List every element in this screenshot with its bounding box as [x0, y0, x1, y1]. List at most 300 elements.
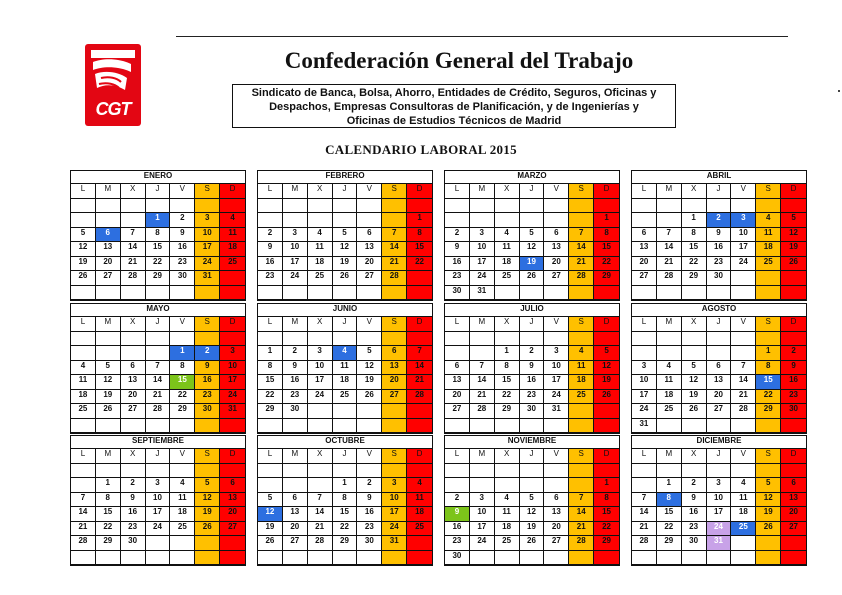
blank-cell [657, 419, 682, 434]
weekday-header: J [333, 449, 358, 464]
blank-cell [308, 478, 333, 493]
blank-cell [121, 346, 146, 361]
weekday-header: D [781, 184, 806, 199]
day-cell: 28 [407, 390, 432, 405]
day-cell: 5 [96, 361, 121, 376]
weekday-header: L [258, 317, 283, 332]
weekday-header: V [731, 184, 756, 199]
day-cell: 20 [382, 375, 407, 390]
day-cell: 10 [308, 361, 333, 376]
weekday-header: D [407, 184, 432, 199]
day-cell: 15 [682, 242, 707, 257]
month-julio [444, 303, 620, 434]
day-cell: 6 [544, 228, 569, 243]
weekday-header: L [445, 184, 470, 199]
blank-cell [495, 286, 520, 301]
day-cell: 28 [569, 271, 594, 286]
day-cell: 9 [170, 228, 195, 243]
blank-cell [382, 286, 407, 301]
blank-cell [283, 478, 308, 493]
weekday-header: S [756, 184, 781, 199]
day-cell: 16 [195, 375, 220, 390]
day-cell: 8 [170, 361, 195, 376]
day-cell: 13 [544, 507, 569, 522]
month-name: JULIO [445, 304, 619, 317]
blank-cell [382, 404, 407, 419]
subtitle-line: Despachos, Empresas Consultoras de Planificación, y de Ingenierías y [269, 101, 639, 113]
day-cell: 23 [195, 390, 220, 405]
day-cell: 5 [333, 228, 358, 243]
day-cell: 9 [195, 361, 220, 376]
blank-cell [333, 213, 358, 228]
blank-cell [71, 213, 96, 228]
day-cell: 7 [657, 228, 682, 243]
blank-cell [470, 419, 495, 434]
blank-cell [220, 536, 245, 551]
weekday-header: J [333, 184, 358, 199]
blank-cell [96, 551, 121, 566]
blank-cell [445, 213, 470, 228]
month-name: DICIEMBRE [632, 436, 806, 449]
day-cell: 8 [594, 228, 619, 243]
blank-cell [632, 478, 657, 493]
day-cell: 24 [146, 522, 171, 537]
blank-cell [632, 332, 657, 347]
day-cell: 21 [470, 390, 495, 405]
month-name: AGOSTO [632, 304, 806, 317]
blank-cell [781, 286, 806, 301]
header-rule [176, 36, 788, 37]
blank-cell [195, 419, 220, 434]
weekday-header: S [756, 317, 781, 332]
day-cell: 21 [657, 257, 682, 272]
day-cell: 13 [357, 242, 382, 257]
blank-cell [707, 286, 732, 301]
day-cell: 29 [333, 536, 358, 551]
day-cell: 28 [121, 271, 146, 286]
day-cell: 22 [258, 390, 283, 405]
day-cell: 3 [382, 478, 407, 493]
blank-cell [445, 419, 470, 434]
day-cell: 12 [756, 493, 781, 508]
blank-cell [495, 213, 520, 228]
blank-cell [470, 213, 495, 228]
day-cell: 10 [195, 228, 220, 243]
day-cell: 2 [682, 478, 707, 493]
day-cell: 14 [71, 507, 96, 522]
day-cell: 6 [121, 361, 146, 376]
blank-cell [333, 199, 358, 214]
blank-cell [594, 551, 619, 566]
day-cell: 29 [594, 271, 619, 286]
blank-cell [495, 551, 520, 566]
blank-cell [470, 332, 495, 347]
day-cell: 17 [308, 375, 333, 390]
day-cell: 24 [707, 522, 732, 537]
blank-cell [544, 213, 569, 228]
blank-cell [544, 551, 569, 566]
blank-cell [781, 199, 806, 214]
blank-cell [731, 271, 756, 286]
day-cell: 17 [707, 507, 732, 522]
blank-cell [308, 199, 333, 214]
day-cell: 14 [657, 242, 682, 257]
day-cell: 5 [195, 478, 220, 493]
day-cell: 23 [445, 271, 470, 286]
month-septiembre [70, 435, 246, 566]
blank-cell [407, 404, 432, 419]
day-cell: 22 [407, 257, 432, 272]
day-cell: 10 [146, 493, 171, 508]
day-cell: 30 [781, 404, 806, 419]
day-cell: 9 [682, 493, 707, 508]
month-octubre [257, 435, 433, 566]
blank-cell [520, 551, 545, 566]
day-cell: 11 [308, 242, 333, 257]
blank-cell [707, 199, 732, 214]
blank-cell [632, 346, 657, 361]
weekday-header: X [308, 184, 333, 199]
month-day-grid [258, 184, 432, 300]
blank-cell [382, 551, 407, 566]
weekday-header: D [594, 184, 619, 199]
day-cell: 11 [333, 361, 358, 376]
day-cell: 7 [470, 361, 495, 376]
day-cell: 18 [170, 507, 195, 522]
blank-cell [170, 464, 195, 479]
day-cell: 23 [445, 536, 470, 551]
day-cell: 15 [756, 375, 781, 390]
blank-cell [445, 332, 470, 347]
blank-cell [495, 199, 520, 214]
stray-mark [838, 90, 840, 92]
blank-cell [407, 551, 432, 566]
day-cell: 4 [731, 478, 756, 493]
day-cell: 16 [520, 375, 545, 390]
blank-cell [195, 551, 220, 566]
weekday-header: J [707, 317, 732, 332]
day-cell: 16 [445, 522, 470, 537]
day-cell: 8 [495, 361, 520, 376]
weekday-header: D [220, 184, 245, 199]
blank-cell [781, 551, 806, 566]
day-cell: 9 [445, 507, 470, 522]
day-cell: 29 [258, 404, 283, 419]
blank-cell [731, 286, 756, 301]
day-cell: 15 [495, 375, 520, 390]
weekday-header: V [357, 317, 382, 332]
blank-cell [283, 419, 308, 434]
weekday-header: V [357, 184, 382, 199]
weekday-header: X [121, 317, 146, 332]
month-name: ENERO [71, 171, 245, 184]
blank-cell [445, 199, 470, 214]
weekday-header: M [657, 449, 682, 464]
day-cell: 21 [71, 522, 96, 537]
month-marzo [444, 170, 620, 301]
day-cell: 8 [657, 493, 682, 508]
day-cell: 19 [71, 257, 96, 272]
day-cell: 12 [781, 228, 806, 243]
weekday-header: X [682, 449, 707, 464]
weekday-header: V [731, 449, 756, 464]
blank-cell [146, 536, 171, 551]
blank-cell [707, 346, 732, 361]
blank-cell [258, 332, 283, 347]
blank-cell [283, 464, 308, 479]
day-cell: 1 [96, 478, 121, 493]
blank-cell [357, 419, 382, 434]
weekday-header: M [96, 449, 121, 464]
month-name: SEPTIEMBRE [71, 436, 245, 449]
weekday-header: J [146, 184, 171, 199]
weekday-header: M [470, 449, 495, 464]
day-cell: 4 [220, 213, 245, 228]
month-day-grid [445, 449, 619, 565]
blank-cell [283, 551, 308, 566]
month-day-grid [632, 449, 806, 565]
blank-cell [146, 464, 171, 479]
weekday-header: X [495, 449, 520, 464]
day-cell: 20 [220, 507, 245, 522]
blank-cell [569, 286, 594, 301]
weekday-header: X [308, 449, 333, 464]
day-cell: 26 [594, 390, 619, 405]
day-cell: 12 [195, 493, 220, 508]
day-cell: 12 [333, 242, 358, 257]
day-cell: 4 [495, 493, 520, 508]
day-cell: 13 [96, 242, 121, 257]
weekday-header: M [283, 317, 308, 332]
day-cell: 3 [195, 213, 220, 228]
day-cell: 20 [445, 390, 470, 405]
day-cell: 22 [756, 390, 781, 405]
blank-cell [781, 464, 806, 479]
day-cell: 23 [707, 257, 732, 272]
day-cell: 30 [195, 404, 220, 419]
day-cell: 17 [382, 507, 407, 522]
day-cell: 31 [470, 286, 495, 301]
blank-cell [682, 464, 707, 479]
blank-cell [121, 213, 146, 228]
day-cell: 10 [470, 242, 495, 257]
blank-cell [71, 286, 96, 301]
weekday-header: X [682, 317, 707, 332]
day-cell: 5 [682, 361, 707, 376]
weekday-header: S [569, 449, 594, 464]
blank-cell [731, 419, 756, 434]
day-cell: 6 [283, 493, 308, 508]
day-cell: 26 [756, 522, 781, 537]
month-mayo [70, 303, 246, 434]
day-cell: 13 [283, 507, 308, 522]
blank-cell [220, 419, 245, 434]
day-cell: 27 [357, 271, 382, 286]
blank-cell [544, 199, 569, 214]
blank-cell [146, 346, 171, 361]
day-cell: 20 [357, 257, 382, 272]
month-day-grid [71, 184, 245, 300]
blank-cell [220, 464, 245, 479]
blank-cell [594, 199, 619, 214]
blank-cell [445, 464, 470, 479]
day-cell: 13 [382, 361, 407, 376]
day-cell: 18 [407, 507, 432, 522]
blank-cell [71, 478, 96, 493]
blank-cell [470, 199, 495, 214]
blank-cell [657, 551, 682, 566]
weekday-header: L [632, 184, 657, 199]
day-cell: 28 [731, 404, 756, 419]
day-cell: 5 [594, 346, 619, 361]
day-cell: 2 [195, 346, 220, 361]
weekday-header: V [357, 449, 382, 464]
day-cell: 17 [632, 390, 657, 405]
blank-cell [308, 286, 333, 301]
day-cell: 25 [495, 271, 520, 286]
day-cell: 1 [170, 346, 195, 361]
weekday-header: X [495, 184, 520, 199]
day-cell: 3 [470, 493, 495, 508]
blank-cell [258, 286, 283, 301]
blank-cell [632, 464, 657, 479]
day-cell: 15 [594, 507, 619, 522]
blank-cell [569, 404, 594, 419]
day-cell: 25 [308, 271, 333, 286]
blank-cell [470, 478, 495, 493]
weekday-header: M [470, 317, 495, 332]
blank-cell [495, 419, 520, 434]
weekday-header: V [544, 184, 569, 199]
blank-cell [195, 464, 220, 479]
blank-cell [470, 464, 495, 479]
day-cell: 27 [382, 390, 407, 405]
weekday-header: L [632, 449, 657, 464]
weekday-header: M [470, 184, 495, 199]
day-cell: 21 [407, 375, 432, 390]
day-cell: 29 [657, 536, 682, 551]
day-cell: 28 [71, 536, 96, 551]
blank-cell [520, 419, 545, 434]
day-cell: 29 [594, 536, 619, 551]
day-cell: 11 [407, 493, 432, 508]
blank-cell [71, 332, 96, 347]
blank-cell [731, 536, 756, 551]
day-cell: 23 [682, 522, 707, 537]
weekday-header: L [71, 184, 96, 199]
day-cell: 30 [121, 536, 146, 551]
weekday-header: S [195, 449, 220, 464]
day-cell: 19 [96, 390, 121, 405]
blank-cell [707, 332, 732, 347]
blank-cell [569, 332, 594, 347]
day-cell: 1 [682, 213, 707, 228]
blank-cell [170, 286, 195, 301]
day-cell: 13 [544, 242, 569, 257]
day-cell: 24 [470, 536, 495, 551]
weekday-header: X [495, 317, 520, 332]
day-cell: 13 [220, 493, 245, 508]
day-cell: 22 [594, 522, 619, 537]
day-cell: 21 [121, 257, 146, 272]
day-cell: 9 [121, 493, 146, 508]
blank-cell [170, 551, 195, 566]
day-cell: 20 [632, 257, 657, 272]
subtitle-line: Oficinas de Estudios Técnicos de Madrid [346, 115, 562, 127]
day-cell: 11 [220, 228, 245, 243]
blank-cell [170, 199, 195, 214]
day-cell: 6 [781, 478, 806, 493]
blank-cell [707, 551, 732, 566]
weekday-header: M [96, 184, 121, 199]
union-subtitle-box [232, 84, 676, 128]
day-cell: 17 [544, 375, 569, 390]
day-cell: 25 [170, 522, 195, 537]
day-cell: 4 [495, 228, 520, 243]
day-cell: 10 [731, 228, 756, 243]
day-cell: 23 [520, 390, 545, 405]
blank-cell [682, 199, 707, 214]
blank-cell [756, 271, 781, 286]
blank-cell [170, 419, 195, 434]
blank-cell [308, 213, 333, 228]
day-cell: 17 [470, 257, 495, 272]
day-cell: 26 [682, 404, 707, 419]
day-cell: 25 [333, 390, 358, 405]
day-cell: 15 [407, 242, 432, 257]
day-cell: 21 [731, 390, 756, 405]
day-cell: 29 [146, 271, 171, 286]
blank-cell [407, 536, 432, 551]
blank-cell [731, 332, 756, 347]
blank-cell [594, 464, 619, 479]
day-cell: 11 [495, 507, 520, 522]
month-abril [631, 170, 807, 301]
day-cell: 8 [407, 228, 432, 243]
day-cell: 2 [445, 228, 470, 243]
day-cell: 24 [195, 257, 220, 272]
weekday-header: M [657, 184, 682, 199]
day-cell: 27 [121, 404, 146, 419]
day-cell: 29 [682, 271, 707, 286]
day-cell: 5 [357, 346, 382, 361]
day-cell: 31 [195, 271, 220, 286]
blank-cell [544, 332, 569, 347]
blank-cell [308, 464, 333, 479]
day-cell: 13 [445, 375, 470, 390]
day-cell: 11 [756, 228, 781, 243]
day-cell: 2 [170, 213, 195, 228]
month-day-grid [258, 449, 432, 565]
blank-cell [657, 332, 682, 347]
blank-cell [682, 551, 707, 566]
day-cell: 18 [333, 375, 358, 390]
day-cell: 21 [308, 522, 333, 537]
day-cell: 16 [121, 507, 146, 522]
day-cell: 17 [283, 257, 308, 272]
day-cell: 15 [146, 242, 171, 257]
day-cell: 7 [632, 493, 657, 508]
day-cell: 29 [170, 404, 195, 419]
day-cell: 15 [657, 507, 682, 522]
day-cell: 19 [520, 522, 545, 537]
day-cell: 30 [357, 536, 382, 551]
day-cell: 24 [632, 404, 657, 419]
day-cell: 4 [407, 478, 432, 493]
blank-cell [520, 464, 545, 479]
day-cell: 12 [520, 507, 545, 522]
day-cell: 22 [495, 390, 520, 405]
